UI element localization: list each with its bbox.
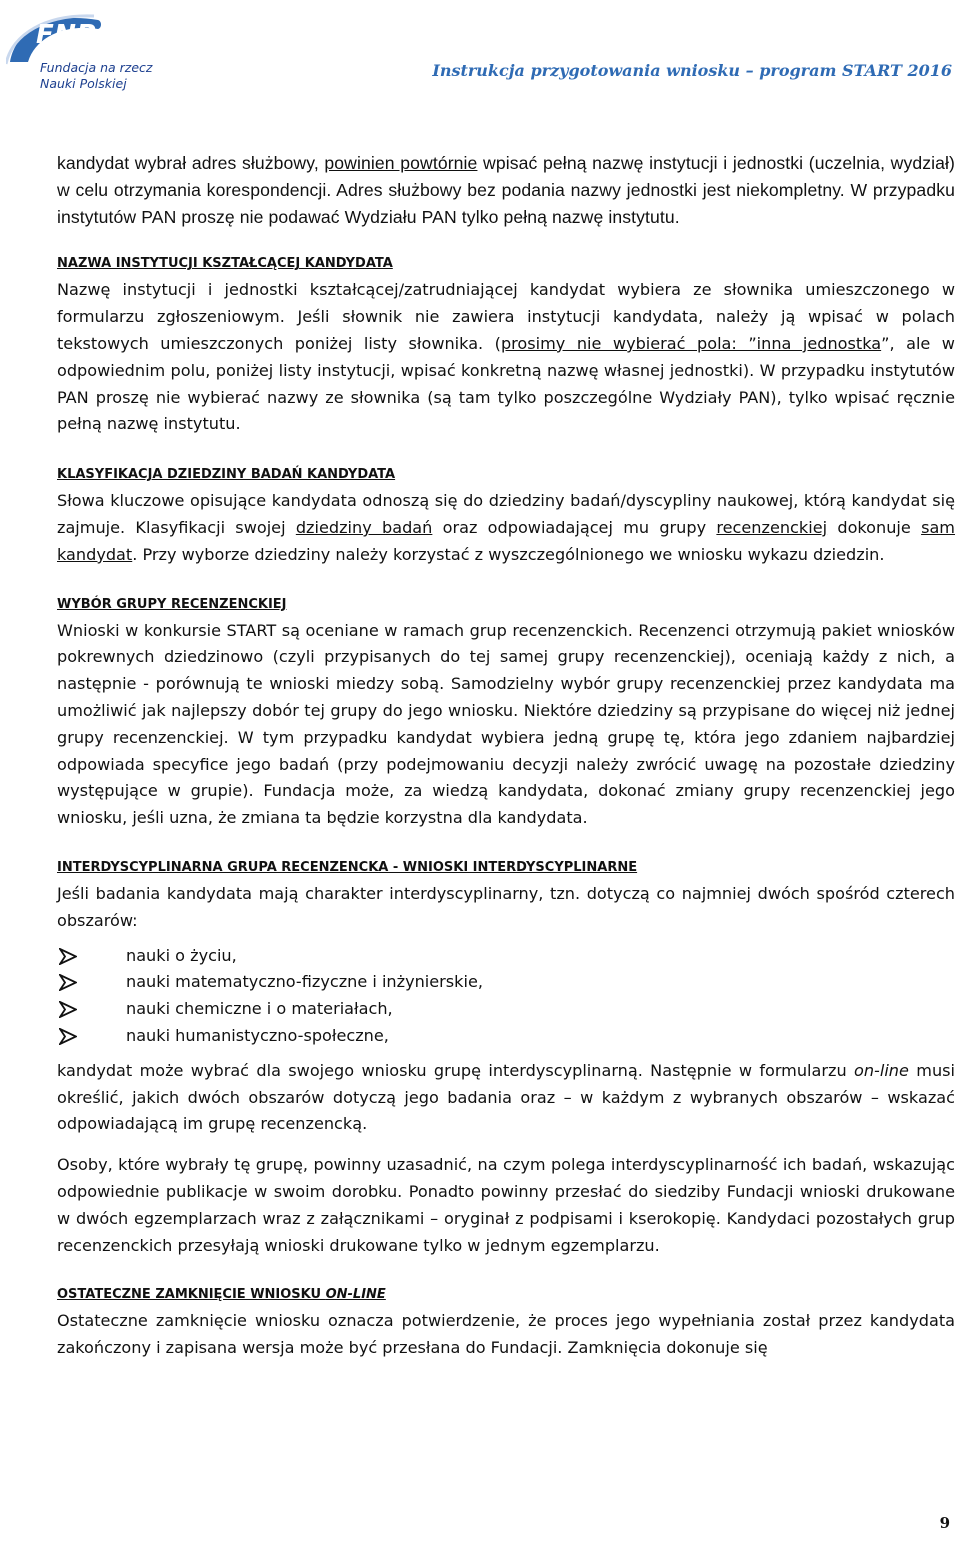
closing-heading-italic: ON-LINE bbox=[325, 1287, 386, 1303]
institution-text-1: Nazwę instytucji i jednostki kształcącej/zatrudniającej kandydat wybiera ze słownika umieszczonego w formularzu zgłoszeniowym. Jeśli słownik nie zawiera instytucji kandydata, należy ją wpisać w polach tekstowych umieszczonych poniżej listy słownika. ( bbox=[57, 280, 955, 353]
intro-underlined: powinien powtórnie bbox=[324, 153, 478, 173]
logo-line-1: Fundacja na rzecz bbox=[40, 60, 153, 75]
section-heading-institution: NAZWA INSTYTUCJI KSZTAŁCĄCEJ KANDYDATA bbox=[57, 256, 393, 272]
document-title: Instrukcja przygotowania wniosku – program START 2016 bbox=[432, 61, 952, 80]
arrow-bullet-icon bbox=[59, 1001, 77, 1018]
intro-text-1: kandydat wybrał adres służbowy, bbox=[57, 153, 325, 173]
list-item-label: nauki chemiczne i o materiałach, bbox=[126, 999, 393, 1019]
intro-text-2: wpisać pełną nazwę instytucji i jednostki (uczelnia, wydział) w celu otrzymania korespondencji. Adres służbowy bez podania nazwy jednostki jest niekompletny. W przypadku instytutów PAN proszę nie podawać Wydziału PAN tylko pełną nazwę instytutu. bbox=[57, 153, 956, 227]
document-body bbox=[57, 150, 955, 1362]
logo-line-2: Nauki Polskiej bbox=[40, 76, 127, 91]
classification-text-3: dokonuje bbox=[827, 517, 922, 537]
classification-underlined-3: sam kandydat bbox=[57, 517, 955, 564]
classification-paragraph bbox=[57, 488, 955, 568]
arrow-bullet-icon bbox=[59, 1028, 77, 1045]
closing-paragraph: Ostateczne zamknięcie wniosku oznacza potwierdzenie, że proces jego wypełniania został przez kandydata zakończony i zapisana wersja może być przesłana do Fundacji. Zamknięcia dokonuje się bbox=[57, 1311, 955, 1358]
after-text-2: musi określić, jakich dwóch obszarów dotyczą jego badania oraz – w każdym z wybranych obszarów – wskazać odpowiadającą im grupę recenzencką. bbox=[57, 1060, 956, 1134]
classification-text-4: . Przy wyborze dziedziny należy korzystać z wyszczególnionego we wniosku wykazu dziedzin. bbox=[132, 544, 885, 564]
intro-paragraph bbox=[57, 150, 955, 230]
list-item-label: nauki matematyczno-fizyczne i inżynierskie, bbox=[126, 972, 483, 992]
list-item-label: nauki o życiu, bbox=[126, 945, 237, 965]
classification-underlined-1: dziedziny badań bbox=[295, 517, 433, 537]
institution-underlined: prosimy nie wybierać pola: ”inna jednostka bbox=[500, 333, 882, 353]
list-item bbox=[57, 943, 955, 970]
institution-paragraph bbox=[57, 277, 955, 438]
section-heading-interdisciplinary: INTERDYSCYPLINARNA GRUPA RECENZENCKA - WNIOSKI INTERDYSCYPLINARNE bbox=[57, 859, 638, 875]
logo-acronym: FNP bbox=[36, 20, 97, 50]
section-heading-classification: KLASYFIKACJA DZIEDZINY BADAŃ KANDYDATA bbox=[57, 467, 396, 483]
interdisciplinary-after bbox=[57, 1058, 955, 1138]
classification-underlined-2: recenzenckiej bbox=[716, 517, 828, 537]
section-heading-closing bbox=[57, 1285, 955, 1305]
list-item bbox=[57, 1023, 955, 1050]
classification-text-2: oraz odpowiadającej mu grupy bbox=[432, 517, 717, 537]
fnp-logo bbox=[6, 6, 166, 92]
page-number: 9 bbox=[939, 1514, 950, 1532]
classification-text-1: Słowa kluczowe opisujące kandydata odnoszą się do dziedziny badań/dyscypliny naukowej, którą kandydat się zajmuje. Klasyfikacji swojej bbox=[57, 491, 955, 537]
closing-heading-text: OSTATECZNE ZAMKNIĘCIE WNIOSKU bbox=[57, 1287, 326, 1303]
logo-name bbox=[40, 60, 152, 92]
list-item-label: nauki humanistyczno-społeczne, bbox=[126, 1025, 389, 1045]
list-item bbox=[57, 969, 955, 996]
list-item bbox=[57, 996, 955, 1023]
interdisciplinary-intro: Jeśli badania kandydata mają charakter interdyscyplinarny, tzn. dotyczą co najmniej dwóch spośród czterech obszarów: bbox=[57, 883, 955, 930]
after-text-1: kandydat może wybrać dla swojego wniosku grupę interdyscyplinarną. Następnie w formularzu bbox=[57, 1060, 855, 1080]
arrow-bullet-icon bbox=[59, 948, 77, 965]
institution-text-2: ”, ale w odpowiednim polu, poniżej listy instytucji, wpisać konkretną nazwę własnej jednostki). W przypadku instytutów PAN proszę nie wybierać nazwy ze słownika (są tam tylko poszczególne Wydziały PAN), tylko wpisać ręcznie pełną nazwę instytutu. bbox=[57, 333, 955, 434]
section-heading-group: WYBÓR GRUPY RECENZENCKIEJ bbox=[57, 596, 287, 612]
arrow-bullet-icon bbox=[59, 974, 77, 991]
after-italic: on-line bbox=[854, 1060, 909, 1080]
group-paragraph: Wnioski w konkursie START są oceniane w ramach grup recenzenckich. Recenzenci otrzymują pakiet wniosków pokrewnych dziedzinowo (czyli przypisanych do tej samej grupy recenzenckiej), oceniają każdy z nich, a następnie - porównują te wnioski miedzy sobą. Samodzielny wybór grupy recenzenckiej przez kandydata ma umożliwić jak najlepszy dobór tej grupy do jego wniosku. Niektóre dziedziny są przypisane do więcej niż jednej grupy recenzenckiej. W tym przypadku kandydat wybiera jedną grupę tę, która jego zdaniem najbardziej odpowiada specyfice jego badań (przy podejmowaniu decyzji należy zwrócić uwagę na pozostałe dziedziny występujące w grupie). Fundacja może, za wiedzą kandydata, dokonać zmiany grupy recenzenckiej jego wniosku, jeśli uzna, że zmiana ta będzie korzystna dla kandydata. bbox=[57, 620, 955, 828]
page-header bbox=[0, 0, 960, 100]
areas-list bbox=[57, 943, 955, 1050]
persons-paragraph: Osoby, które wybrały tę grupę, powinny uzasadnić, na czym polega interdyscyplinarność ich badań, wskazując odpowiednie publikacje w swoim dorobku. Ponadto powinny przesłać do siedziby Fundacji wnioski drukowane w dwóch egzemplarzach wraz z załącznikami – oryginał z podpisami i kserokopię. Kandydaci pozostałych grup recenzenckich przesyłają wnioski drukowane tylko w jednym egzemplarzu. bbox=[57, 1155, 955, 1255]
